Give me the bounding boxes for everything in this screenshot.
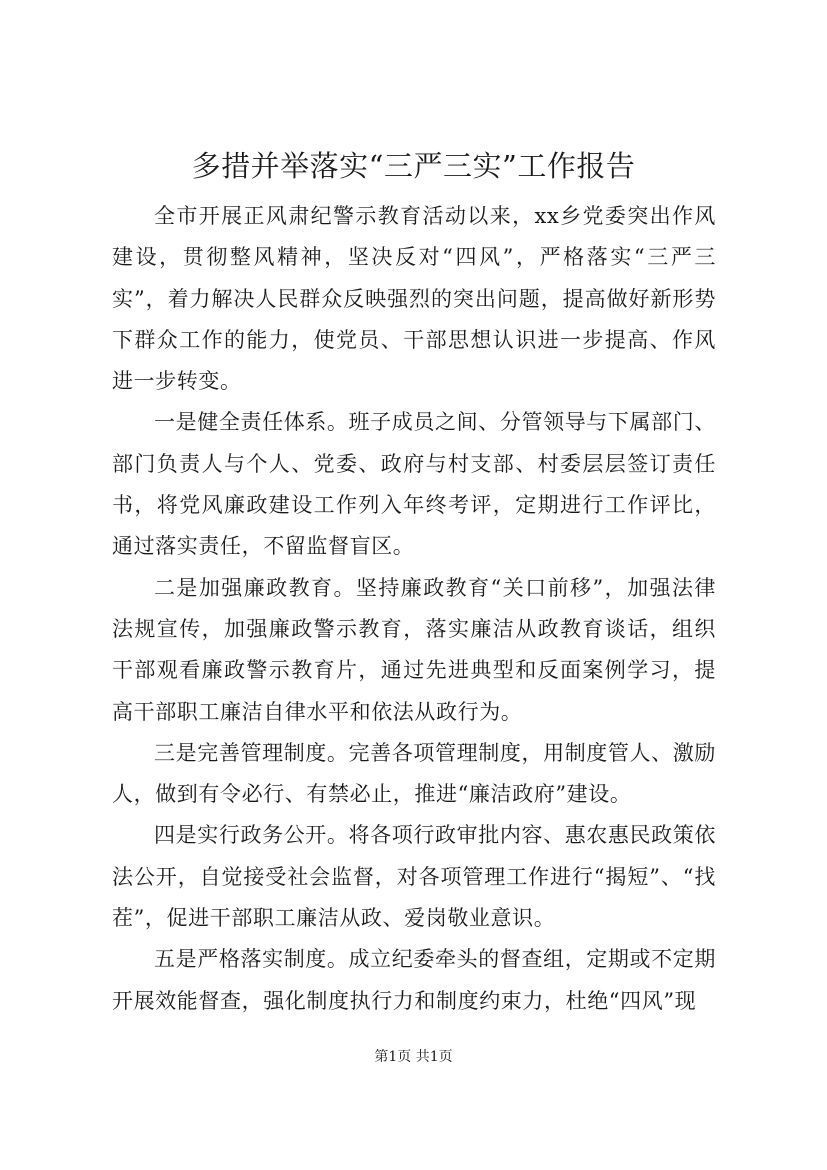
paragraph-strict-implementation: 五是严格落实制度。成立纪委牵头的督查组，定期或不定期开展效能督查，强化制度执行力和制度约束力，杜绝“四风”现 [112,947,716,1013]
page-number-footer: 第1页 共1页 [374,1049,453,1065]
intro-paragraph: 全市开展正风肃纪警示教育活动以来，xx乡党委突出作风建设，贯彻整风精神，坚决反对“四风”，严格落实“三严三实”，着力解决人民群众反映强烈的突出问题，提高做好新形势下群众工作的能力，使党员、干部思想认识进一步提高、作风进一步转变。 [112,204,716,394]
paragraph-government-affairs-disclosure: 四是实行政务公开。将各项行政审批内容、惠农惠民政策依法公开，自觉接受社会监督，对各项管理工作进行“揭短”、“找茬”，促进干部职工廉洁从政、爱岗敬业意识。 [112,823,716,931]
document-title: 多措并举落实“三严三实”工作报告 [191,149,636,183]
document-body [112,196,716,1022]
paragraph-integrity-education: 二是加强廉政教育。坚持廉政教育“关口前移”，加强法律法规宣传，加强廉政警示教育，落实廉洁从政教育谈话，组织干部观看廉政警示教育片，通过先进典型和反面案例学习，提高干部职工廉洁自律水平和依法从政行为。 [112,575,716,724]
paragraph-responsibility-system: 一是健全责任体系。班子成员之间、分管领导与下属部门、部门负责人与个人、党委、政府与村支部、村委层层签订责任书，将党风廉政建设工作列入年终考评，定期进行工作评比，通过落实责任，不留监督盲区。 [112,410,716,559]
paragraph-management-system: 三是完善管理制度。完善各项管理制度，用制度管人、激励人，做到有令必行、有禁必止，推进“廉洁政府”建设。 [112,740,716,807]
